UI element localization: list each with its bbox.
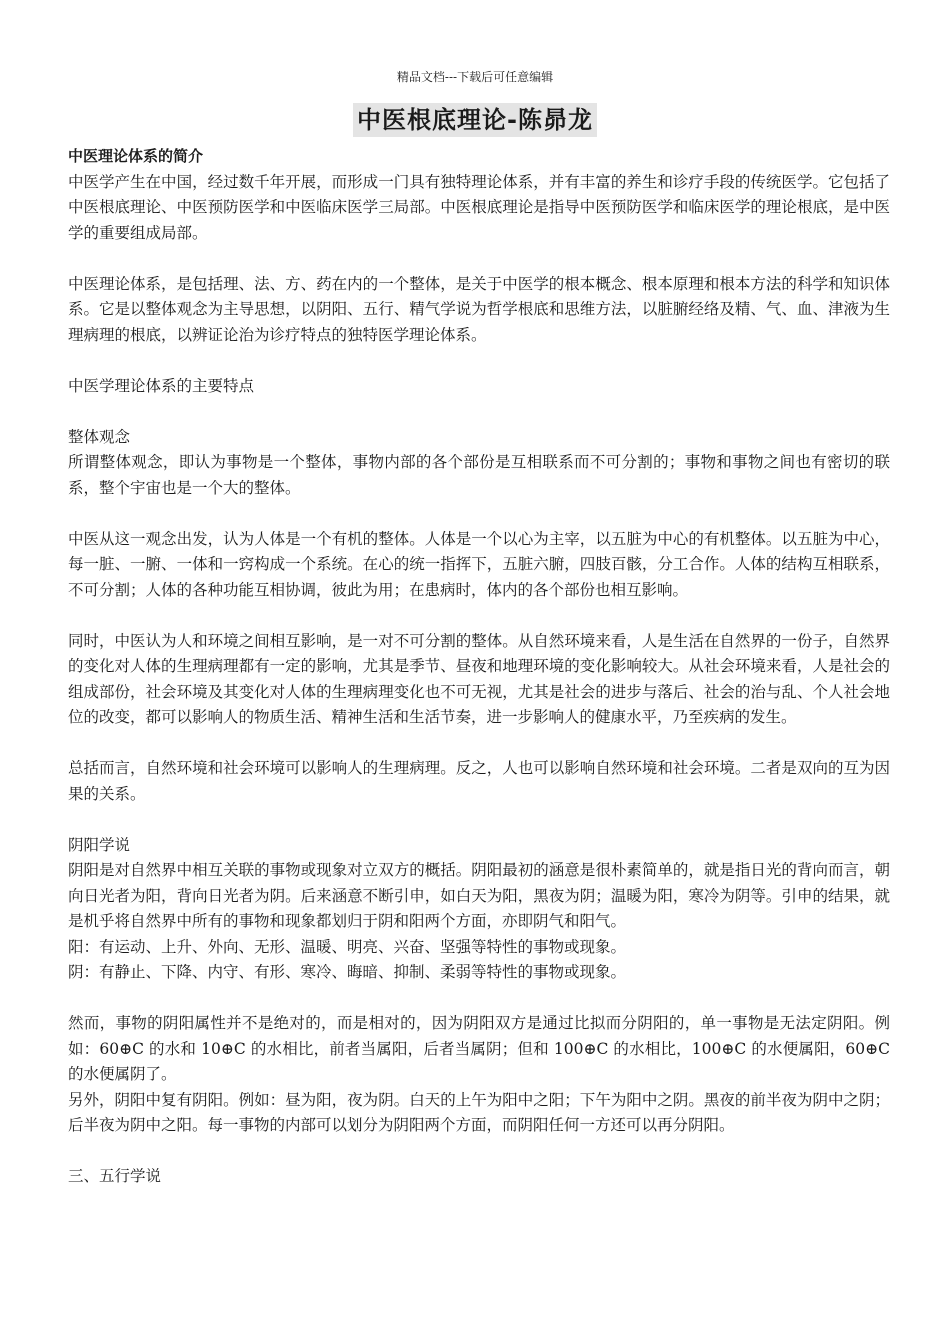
paragraph: 阴阳是对自然界中相互关联的事物或现象对立双方的概括。阴阳最初的涵意是很朴素简单的，就是指日光的背向而言，朝向日光者为阳，背向日光者为阴。后来涵意不断引申，如白天为阳，黑夜为阴；温暖为阳，寒冷为阴等。引申的结果，就是机乎将自然界中所有的事物和现象都划归于阴和阳两个方面，亦即阴气和阳气。: [68, 861, 890, 930]
paragraph: 中医从这一观念出发，认为人体是一个有机的整体。人体是一个以心为主宰，以五脏为中心的有机整体。以五脏为中心，每一脏、一腑、一体和一窍构成一个系统。在心的统一指挥下，五脏六腑，四肢百骸，分工合作。人体的结构互相联系，不可分割；人体的各种功能互相协调，彼此为用；在患病时，体内的各个部份也相互影响。: [68, 529, 890, 599]
blank-line: [68, 986, 890, 1012]
paragraph: 整体观念: [68, 427, 131, 446]
paragraph: 总括而言，自然环境和社会环境可以影响人的生理病理。反之，人也可以影响自然环境和社会环境。二者是双向的互为因果的关系。: [68, 759, 890, 803]
blank-line: [68, 501, 890, 527]
paragraph: 阴：有静止、下降、内守、有形、寒冷、晦暗、抑制、柔弱等特性的事物或现象。: [68, 963, 627, 981]
blank-line: [68, 399, 890, 425]
blank-line: [68, 807, 890, 833]
paragraph: 中医理论体系，是包括理、法、方、药在内的一个整体，是关于中医学的根本概念、根本原理和根本方法的科学和知识体系。它是以整体观念为主导思想，以阴阳、五行、精气学说为哲学根底和思维方法，以脏腑经络及精、气、血、津液为生理病理的根底，以辨证论治为诊疗特点的独特医学理论体系。: [68, 274, 890, 344]
paragraph: 阴阳学说: [68, 835, 131, 854]
blank-line: [68, 246, 890, 272]
document-title: 中医根底理论-陈昴龙: [353, 103, 597, 137]
paragraph: 所谓整体观念，即认为事物是一个整体，事物内部的各个部份是互相联系而不可分割的；事物和事物之间也有密切的联系，整个宇宙也是一个大的整体。: [68, 453, 890, 497]
blank-line: [68, 603, 890, 629]
paragraph: 阳：有运动、上升、外向、无形、温暖、明亮、兴奋、坚强等特性的事物或现象。: [68, 937, 627, 956]
blank-line: [68, 1139, 890, 1165]
paragraph: 三、五行学说: [68, 1167, 162, 1185]
paragraph: 另外，阴阳中复有阴阳。例如：昼为阳，夜为阴。白天的上午为阳中之阳；下午为阳中之阴。黑夜的前半夜为阴中之阴；后半夜为阴中之阳。每一事物的内部可以划分为阴阳两个方面，而阴阳任何一方还可以再分阴阳。: [68, 1090, 890, 1134]
header-note: 精品文档---下载后可任意编辑: [396, 70, 554, 84]
blank-line: [68, 731, 890, 757]
document-body: [68, 144, 890, 1190]
paragraph: 同时，中医认为人和环境之间相互影响，是一对不可分割的整体。从自然环境来看，人是生活在自然界的一份子，自然界的变化对人体的生理病理都有一定的影响，尤其是季节、昼夜和地理环境的变化影响较大。从社会环境来看，人是社会的组成部份，社会环境及其变化对人体的生理病理变化也不可无视，尤其是社会的进步与落后、社会的治与乱、个人社会地位的改变，都可以影响人的物质生活、精神生活和生活节奏，进一步影响人的健康水平，乃至疾病的发生。: [68, 631, 890, 726]
paragraph: 中医学理论体系的主要特点: [68, 376, 255, 395]
section-heading: 中医理论体系的简介: [68, 147, 204, 165]
paragraph: 中医学产生在中国，经过数千年开展，而形成一门具有独特理论体系，并有丰富的养生和诊疗手段的传统医学。它包括了中医根底理论、中医预防医学和中医临床医学三局部。中医根底理论是指导中医预防医学和临床医学的理论根底，是中医学的重要组成局部。: [68, 172, 890, 242]
paragraph: 然而，事物的阴阳属性并不是绝对的，而是相对的，因为阴阳双方是通过比拟而分阴阳的，单一事物是无法定阴阳。例如：60⊕C 的水和 10⊕C 的水相比，前者当属阳，后者当属阴；但和 100⊕C 的水相比，100⊕C 的水便属阳，60⊕C 的水便属阴了。: [68, 1014, 890, 1083]
blank-line: [68, 348, 890, 374]
title-wrap: [0, 103, 950, 137]
